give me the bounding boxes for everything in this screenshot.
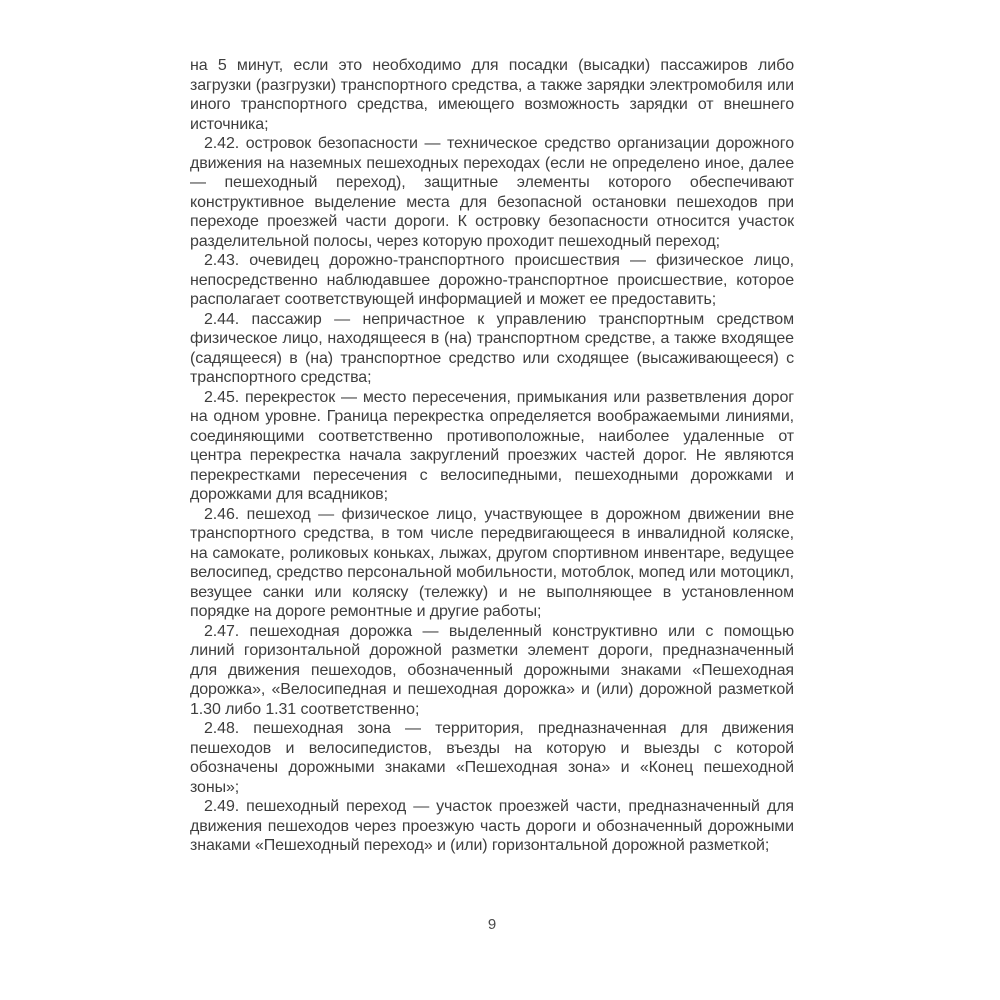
paragraph-2-45: 2.45. перекресток — место пересечения, примыкания или разветвления дорог на одном уровне. Граница перекрестка определяется воображаемыми линиями, соединяющими соответственно противоположные, наиболее удаленные от центра перекрестка начала закруглений проезжих частей дорог. Не являются перекрестками пересечения с велосипедными, пешеходными дорожками и дорожками для всадников; bbox=[190, 388, 794, 503]
paragraph-2-48: 2.48. пешеходная зона — территория, предназначенная для движения пешеходов и велосипедистов, въезды на которую и выезды с которой обозначены дорожными знаками «Пешеходная зона» и «Конец пешеходной зоны»; bbox=[190, 720, 794, 796]
paragraph-2-47: 2.47. пешеходная дорожка — выделенный конструктивно или с помощью линий горизонтальной дорожной разметки элемент дороги, предназначенный для движения пешеходов, обозначенный дорожными знаками «Пешеходная дорожка», «Велосипедная и пешеходная дорожка» и (или) дорожной разметкой 1.30 либо 1.31 соответственно; bbox=[190, 622, 794, 718]
paragraph-2-46: 2.46. пешеход — физическое лицо, участвующее в дорожном движении вне транспортного средства, в том числе передвигающееся в инвалидной коляске, на самокате, роликовых коньках, лыжах, другом спортивном инвентаре, ведущее велосипед, средство персональной мобильности, мотоблок, мопед или мотоцикл, везущее санки или коляску (тележку) и не выполняющее в установленном порядке на дороге ремонтные и другие работы; bbox=[190, 505, 794, 620]
body-text bbox=[190, 56, 794, 856]
paragraph-2-44: 2.44. пассажир — непричастное к управлению транспортным средством физическое лицо, находящееся в (на) транспортном средстве, а также входящее (садящееся) в (на) транспортное средство или сходящее (высаживающееся) с транспортного средства; bbox=[190, 310, 794, 386]
paragraph-2-43: 2.43. очевидец дорожно-транспортного происшествия — физическое лицо, непосредственно наблюдавшее дорожно-транспортное происшествие, которое располагает соответствующей информацией и может ее предоставить; bbox=[190, 252, 794, 308]
paragraph-continuation: на 5 минут, если это необходимо для посадки (высадки) пассажиров либо загрузки (разгрузки) транспортного средства, а также зарядки электромобиля или иного транспортного средства, имеющего возможность зарядки от внешнего источника; bbox=[190, 57, 794, 133]
paragraph-2-49: 2.49. пешеходный переход — участок проезжей части, предназначенный для движения пешеходов через проезжую часть дороги и обозначенный дорожными знаками «Пешеходный переход» и (или) горизонтальной дорожной разметкой; bbox=[190, 798, 794, 854]
paragraph-2-42: 2.42. островок безопасности — техническое средство организации дорожного движения на наземных пешеходных переходах (если не определено иное, далее — пешеходный переход), защитные элементы которого обеспечивают конструктивное выделение места для безопасной остановки пешеходов при переходе проезжей части дороги. К островку безопасности относится участок разделительной полосы, через которую проходит пешеходный переход; bbox=[190, 135, 794, 250]
page-number: 9 bbox=[487, 916, 497, 933]
